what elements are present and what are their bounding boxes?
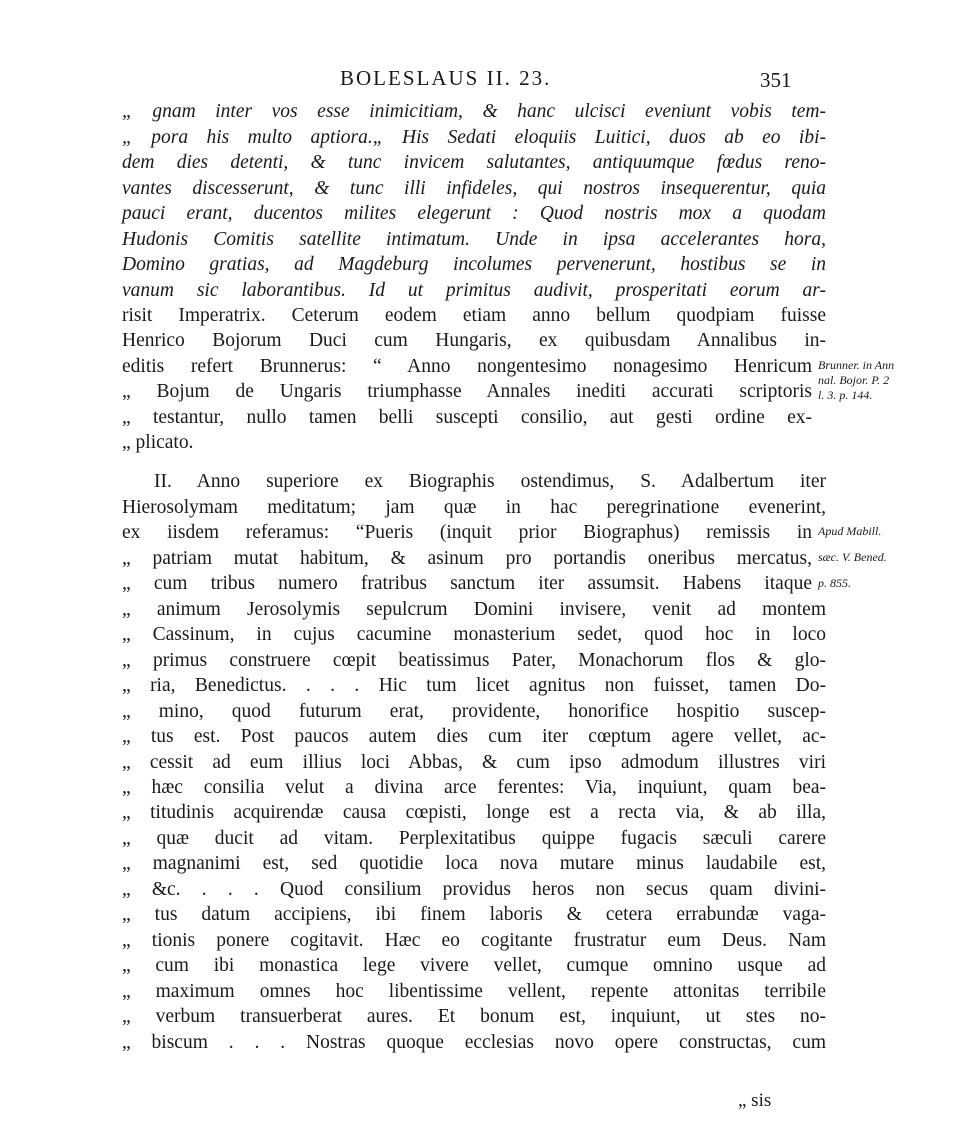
text-line: „ Cassinum, in cujus cacumine monasterium sedet, quod hoc in loco (122, 624, 826, 645)
text-line: ex iisdem referamus: “Pueris (inquit prior Biographus) remissis in (122, 522, 812, 543)
text-line: „ ria, Benedictus. . . . Hic tum licet agnitus non fuisset, tamen Do- (122, 675, 826, 696)
text-line: „ magnanimi est, sed quotidie loca nova mutare minus laudabile est, (122, 853, 826, 874)
text-line: „ verbum transuerberat aures. Et bonum est, inquiunt, ut stes no- (122, 1006, 826, 1027)
text-line: „ titudinis acquirendæ causa cœpisti, longe est a recta via, & ab illa, (122, 802, 826, 823)
text-line: Domino gratias, ad Magdeburg incolumes pervenerunt, hostibus se in (122, 254, 826, 275)
text-line: „ tus est. Post paucos autem dies cum iter cœptum agere vellet, ac- (122, 726, 826, 747)
margin-note: sæc. V. Bened. (818, 550, 887, 564)
text-line: risit Imperatrix. Ceterum eodem etiam anno bellum quodpiam fuisse (122, 305, 826, 326)
text-line: „ cessit ad eum illius loci Abbas, & cum ipso admodum illustres viri (122, 752, 826, 773)
text-line: „ quæ ducit ad vitam. Perplexitatibus quippe fugacis sæculi carere (122, 828, 826, 849)
running-title: BOLESLAUS II. 23. (340, 66, 552, 90)
text-line: „ primus construere cœpit beatissimus Pater, Monachorum flos & glo- (122, 650, 826, 671)
margin-note: p. 855. (818, 576, 851, 590)
text-line: editis refert Brunnerus: “ Anno nongentesimo nonagesimo Henricum (122, 356, 812, 377)
text-line: „ hæc consilia velut a divina arce ferentes: Via, inquiunt, quam bea- (122, 777, 826, 798)
text-line: dem dies detenti, & tunc invicem salutantes, antiquumque fœdus reno- (122, 152, 826, 173)
text-line: vanum sic laborantibus. Id ut primitus audivit, prosperitati eorum ar- (122, 280, 826, 301)
text-line: Henrico Bojorum Duci cum Hungaris, ex quibusdam Annalibus in- (122, 330, 826, 351)
text-line: „ animum Jerosolymis sepulcrum Domini invisere, venit ad montem (122, 599, 826, 620)
margin-note: l. 3. p. 144. (818, 388, 873, 402)
margin-note: Brunner. in Ann (818, 358, 895, 372)
margin-note: Apud Mabill. (818, 524, 882, 538)
text-line: „ patriam mutat habitum, & asinum pro portandis oneribus mercatus, (122, 548, 812, 569)
page-number: 351 (760, 68, 792, 92)
text-line: Hudonis Comitis satellite intimatum. Unde in ipsa accelerantes hora, (122, 229, 826, 250)
text-line: „ &c. . . . Quod consilium providus heros non secus quam divini- (122, 879, 826, 900)
text-line: „ mino, quod futurum erat, providente, honorifice hospitio suscep- (122, 701, 826, 722)
text-line: pauci erant, ducentos milites elegerunt : Quod nostris mox a quodam (122, 203, 826, 224)
text-line: „ maximum omnes hoc libentissime vellent, repente attonitas terribile (122, 981, 826, 1002)
text-line: „ testantur, nullo tamen belli suscepti consilio, aut gesti ordine ex- (122, 407, 812, 428)
text-line: Hierosolymam meditatum; jam quæ in hac peregrinatione evenerint, (122, 497, 826, 518)
text-line: „ tionis ponere cogitavit. Hæc eo cogitante frustratur eum Deus. Nam (122, 930, 826, 951)
margin-note: nal. Bojor. P. 2 (818, 373, 890, 387)
text-line: vantes discesserunt, & tunc illi infideles, qui nostros insequerentur, quia (122, 178, 826, 199)
text-line: „ biscum . . . Nostras quoque ecclesias novo opere constructas, cum (122, 1032, 826, 1053)
text-line: II. Anno superiore ex Biographis ostendimus, S. Adalbertum iter (154, 471, 826, 492)
text-line: „ gnam inter vos esse inimicitiam, & hanc ulcisci eveniunt vobis tem- (122, 101, 826, 122)
text-line: „ tus datum accipiens, ibi finem laboris & cetera errabundæ vaga- (122, 904, 826, 925)
text-line: „ plicato. (122, 432, 194, 453)
text-line: „ cum ibi monastica lege vivere vellet, cumque omnino usque ad (122, 955, 826, 976)
text-line: „ pora his multo aptiora.„ His Sedati eloquiis Luitici, duos ab eo ibi- (122, 127, 826, 148)
catchword: „ sis (738, 1090, 772, 1111)
text-line: „ Bojum de Ungaris triumphasse Annales inediti accurati scriptoris (122, 381, 812, 402)
text-line: „ cum tribus numero fratribus sanctum iter assumsit. Habens itaque (122, 573, 812, 594)
